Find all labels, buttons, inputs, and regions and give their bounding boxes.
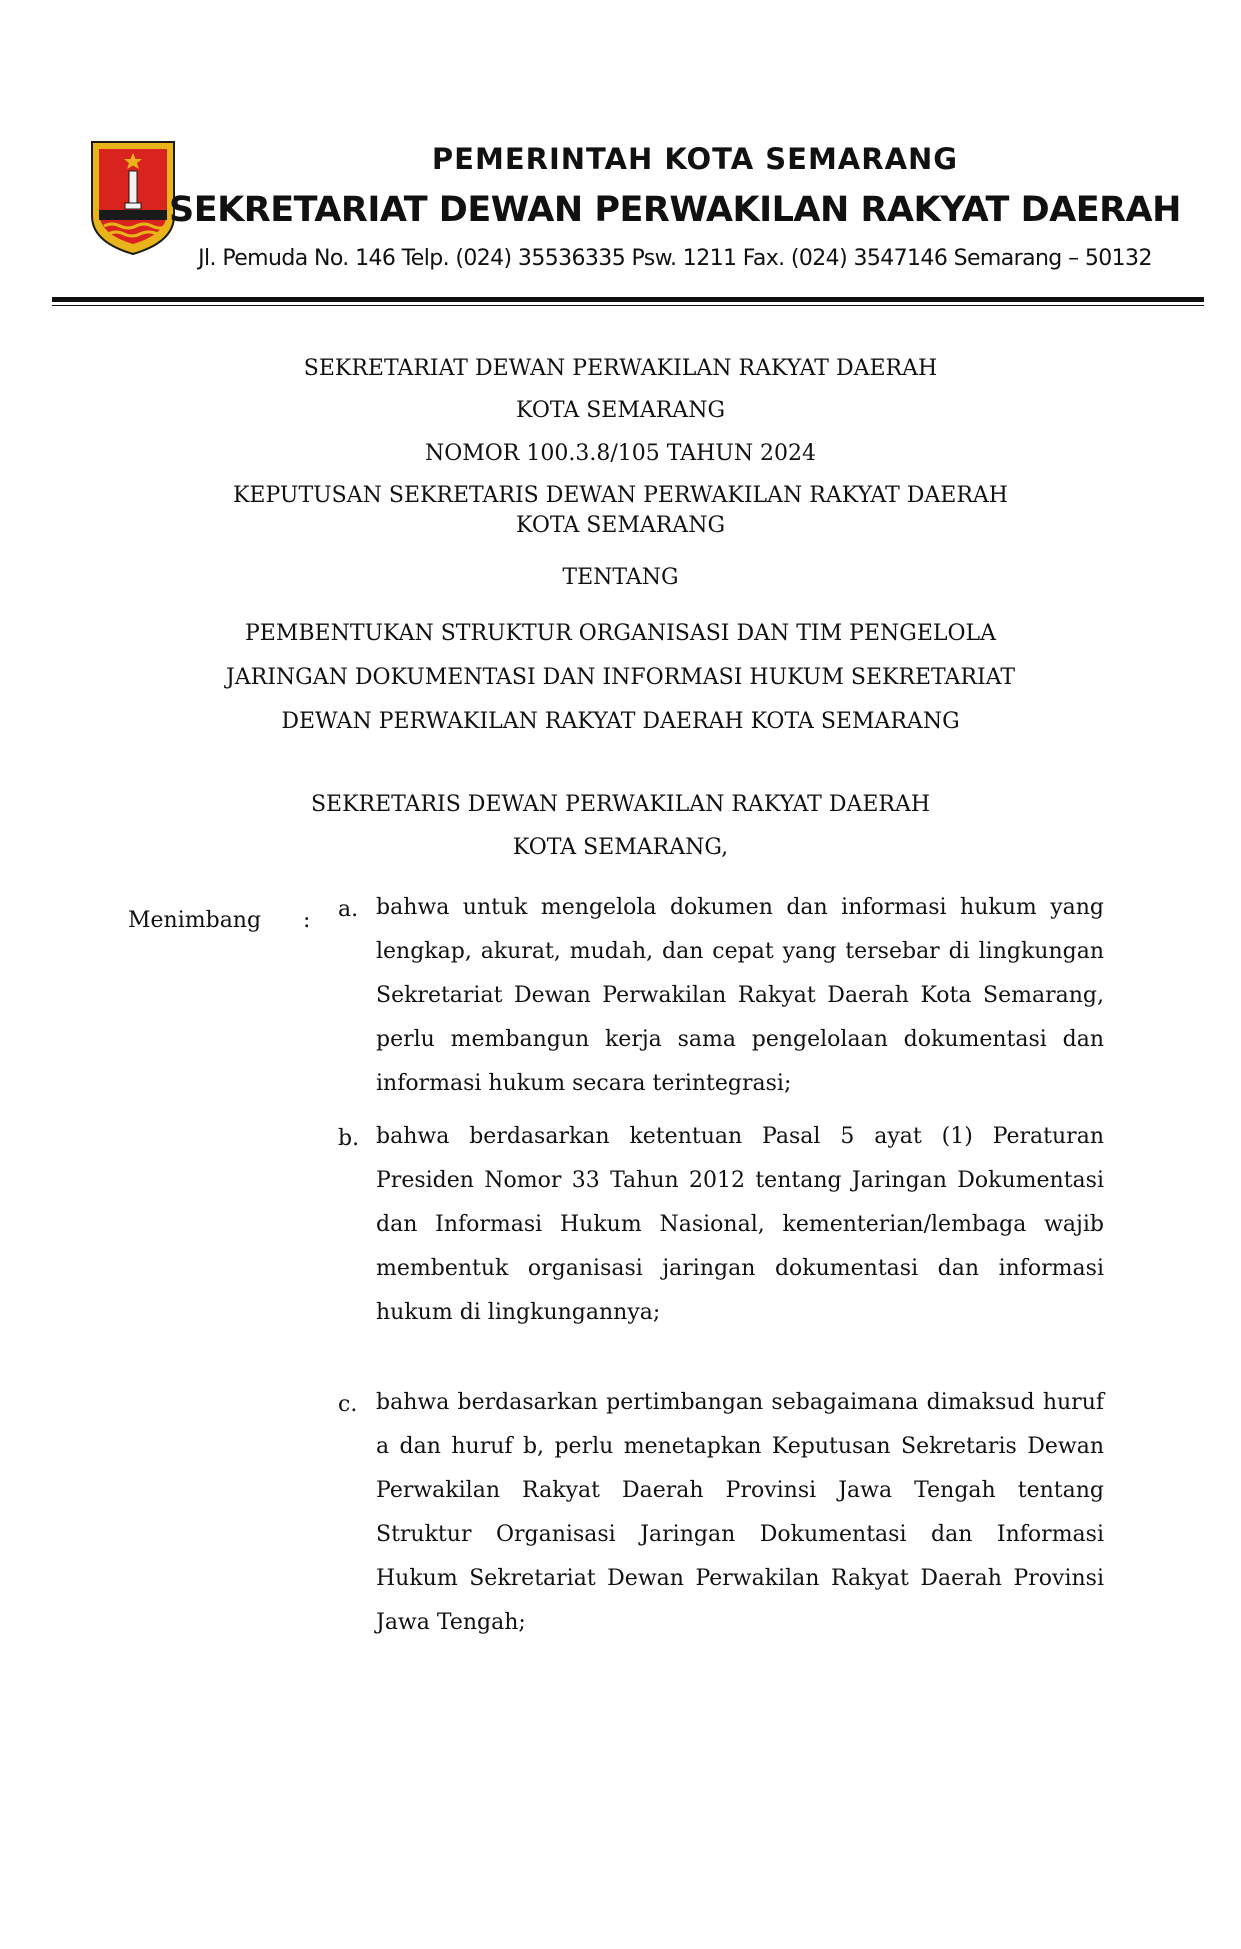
letterhead-divider-thick <box>52 297 1204 302</box>
subject-line3: DEWAN PERWAKILAN RAKYAT DAERAH KOTA SEMARANG <box>281 709 960 734</box>
considering-item-c-text: bahwa berdasarkan pertimbangan sebagaimana dimaksud huruf a dan huruf b, perlu menetapkan Keputusan Sekretaris Dewan Perwakilan Rakyat Daerah Provinsi Jawa Tengah tentang Struktur Organisasi Jaringan Dokumentasi dan Informasi Hukum Sekretariat Dewan Perwakilan Rakyat Daerah Provinsi Jawa Tengah; <box>376 1390 1104 1635</box>
letterhead-office-name: SEKRETARIAT DEWAN PERWAKILAN RAKYAT DAERAH <box>169 190 1181 230</box>
heading-city: KOTA SEMARANG <box>515 398 726 423</box>
considering-item-b-text: bahwa berdasarkan ketentuan Pasal 5 ayat (1) Peraturan Presiden Nomor 33 Tahun 2012 tentang Jaringan Dokumentasi dan Informasi Hukum Nasional, kementerian/lembaga wajib membentuk organisasi jaringan dokumentasi dan informasi hukum di lingkungannya; <box>376 1124 1104 1325</box>
considering-item-c-letter: c. <box>338 1392 358 1417</box>
letterhead-address: Jl. Pemuda No. 146 Telp. (024) 35536335 Psw. 1211 Fax. (024) 3547146 Semarang – 50132 <box>198 246 1152 271</box>
considering-colon: : <box>303 908 311 933</box>
considering-label: Menimbang <box>128 908 262 933</box>
considering-item-a-letter: a. <box>338 897 359 922</box>
decree-number: NOMOR 100.3.8/105 TAHUN 2024 <box>424 441 817 466</box>
decree-title-line2: KOTA SEMARANG <box>515 513 726 538</box>
subject-line1: PEMBENTUKAN STRUKTUR ORGANISASI DAN TIM PENGELOLA <box>244 621 997 646</box>
subject-line2: JARINGAN DOKUMENTASI DAN INFORMASI HUKUM SEKRETARIAT <box>225 665 1016 690</box>
letterhead-divider-thin <box>52 305 1204 306</box>
considering-item-b-letter: b. <box>338 1126 360 1151</box>
official-title-line2: KOTA SEMARANG, <box>512 835 729 860</box>
decree-title-line1: KEPUTUSAN SEKRETARIS DEWAN PERWAKILAN RAKYAT DAERAH <box>233 483 1008 508</box>
considering-item-a-text: bahwa untuk mengelola dokumen dan informasi hukum yang lengkap, akurat, mudah, dan cepat yang tersebar di lingkungan Sekretariat Dewan Perwakilan Rakyat Daerah Kota Semarang, perlu membangun kerja sama pengelolaan dokumentasi dan informasi hukum secara terintegrasi; <box>376 895 1104 1096</box>
official-title-line1: SEKRETARIS DEWAN PERWAKILAN RAKYAT DAERAH <box>310 792 931 817</box>
about-label: TENTANG <box>562 565 679 590</box>
letterhead-government-name: PEMERINTAH KOTA SEMARANG <box>431 142 959 176</box>
heading-institution: SEKRETARIAT DEWAN PERWAKILAN RAKYAT DAERAH <box>303 356 938 381</box>
